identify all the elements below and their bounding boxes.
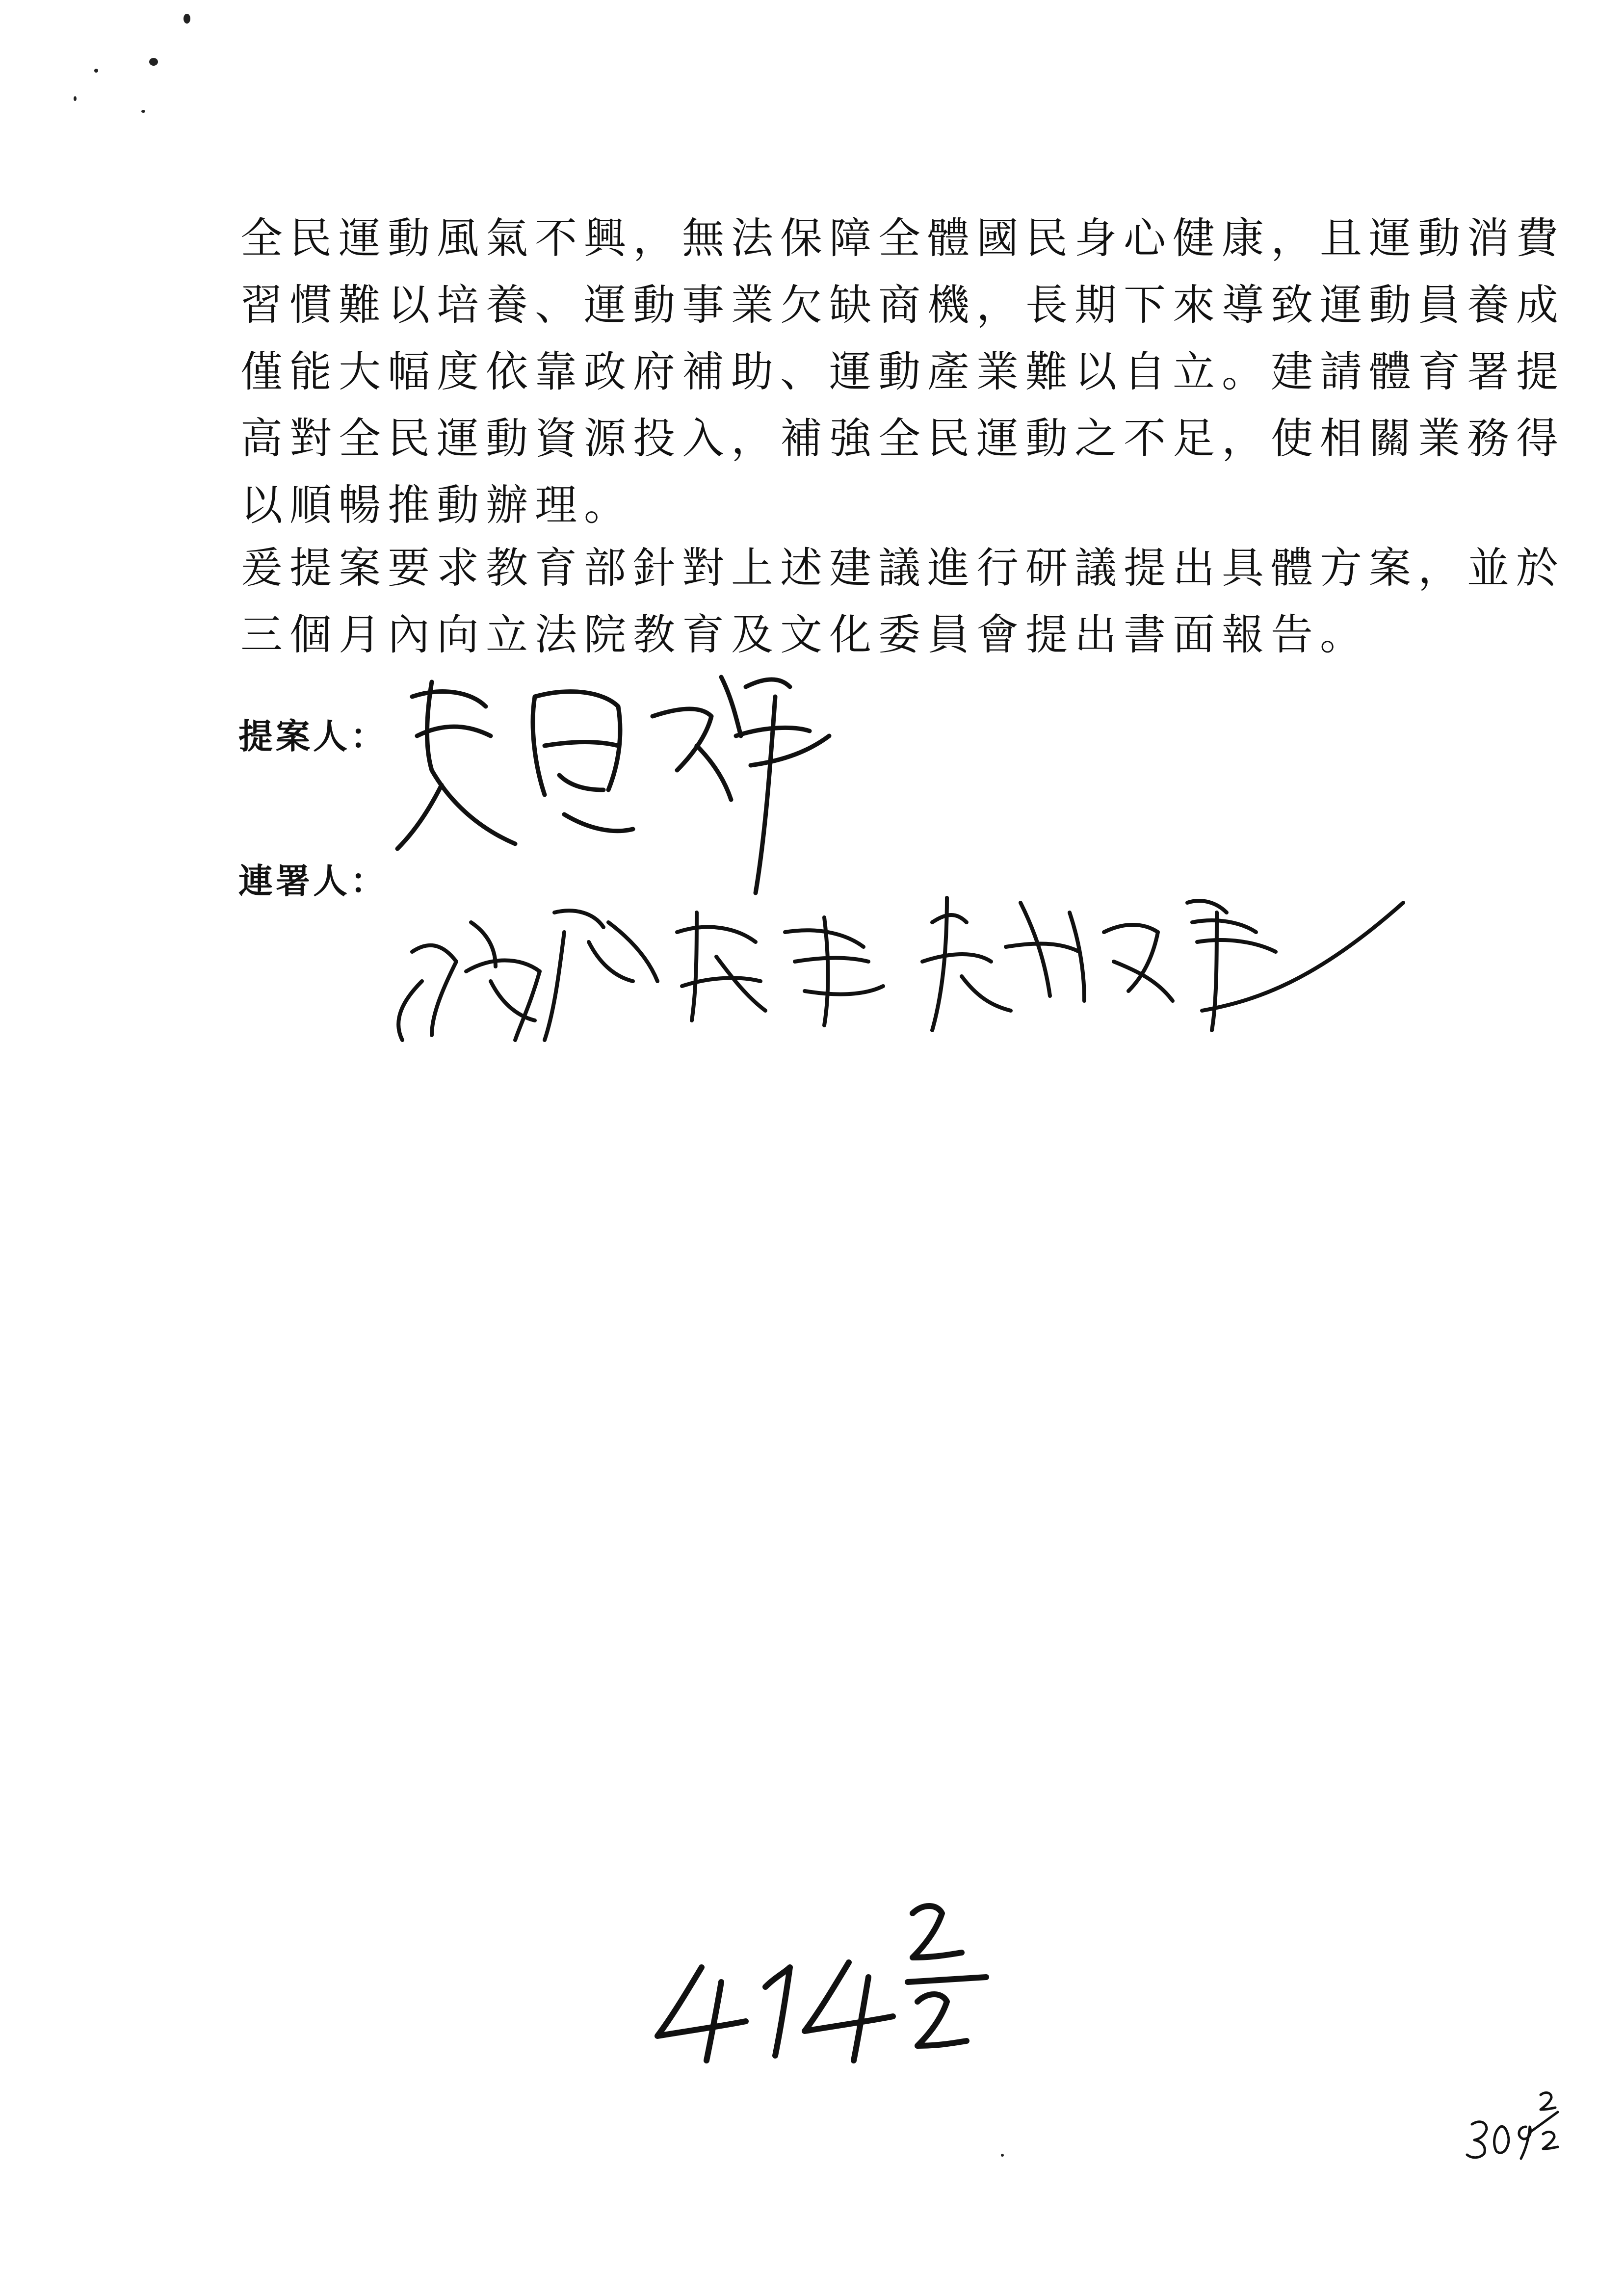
paragraph-line: 以順暢推動辦理。 bbox=[240, 481, 633, 530]
paragraph-2 bbox=[240, 535, 1565, 668]
paragraph-line: 高對全民運動資源投入，補強全民運動之不足，使相關業務得 bbox=[240, 414, 1565, 463]
paragraph-line: 習慣難以培養、運動事業欠缺商機，長期下來導致運動員養成 bbox=[240, 281, 1565, 330]
handwritten-page-number bbox=[657, 1906, 986, 2061]
corner-page-number bbox=[1467, 2092, 1558, 2159]
paragraph-line: 三個月內向立法院教育及文化委員會提出書面報告。 bbox=[240, 610, 1369, 659]
paragraph-1 bbox=[240, 205, 1565, 539]
proposer-label: 提案人： bbox=[238, 716, 388, 757]
paragraph-line: 僅能大幅度依靠政府補助、運動產業難以自立。建請體育署提 bbox=[240, 347, 1565, 396]
cosigner-label: 連署人： bbox=[238, 861, 388, 901]
paragraph-line: 爰提案要求教育部針對上述建議進行研議提出具體方案，並於 bbox=[240, 544, 1565, 593]
cosigner-signatures bbox=[398, 898, 1403, 1040]
proposer-signature bbox=[397, 677, 829, 893]
paragraph-line: 全民運動風氣不興，無法保障全體國民身心健康，且運動消費 bbox=[240, 214, 1565, 263]
